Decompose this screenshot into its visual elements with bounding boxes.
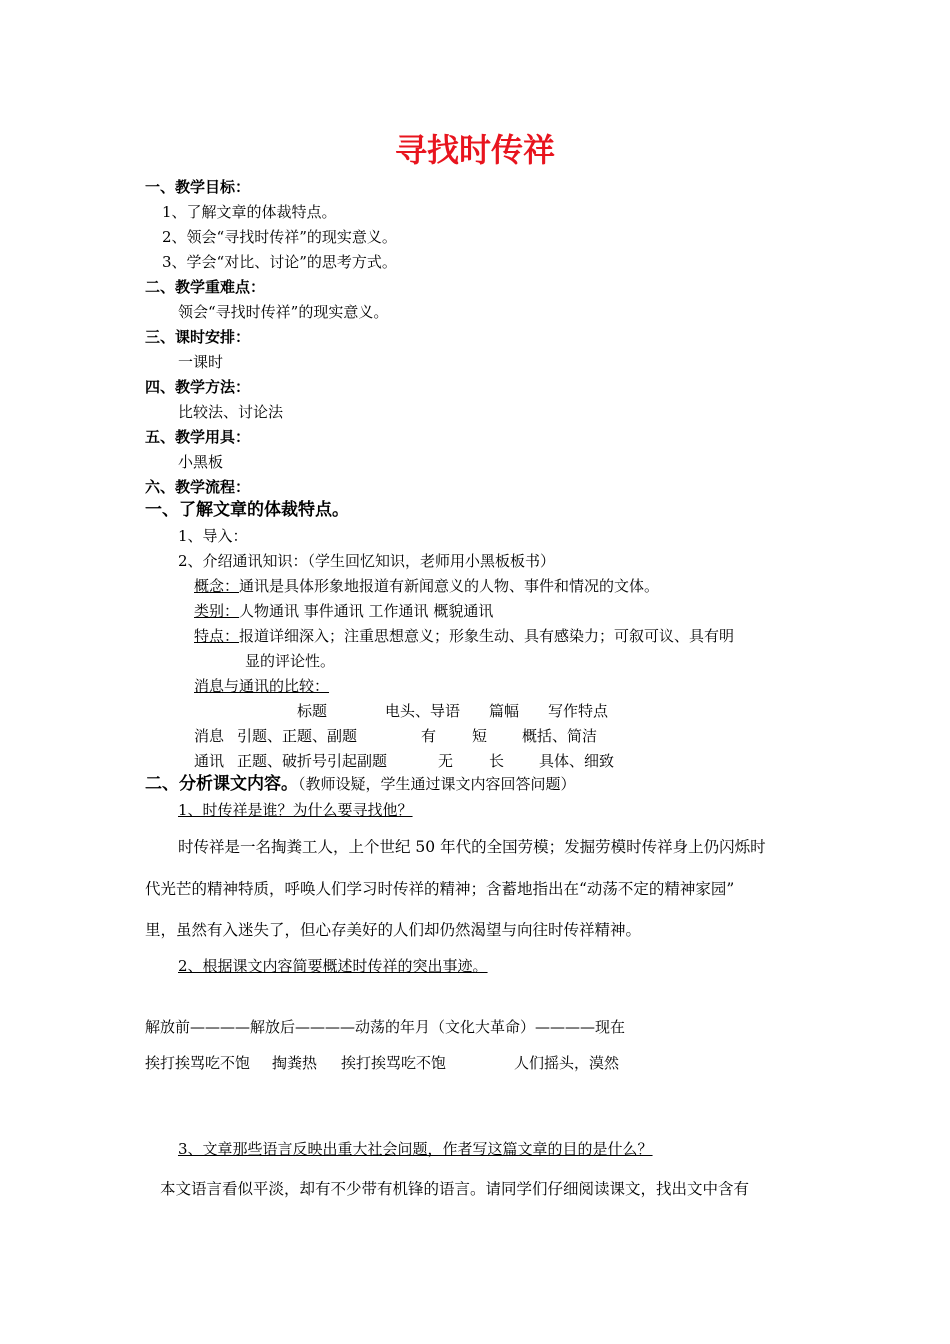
feature-label: 特点： [194,627,240,645]
section-heading-process: 六、教学流程： [145,478,251,496]
feature-line [194,626,734,646]
section-heading-tools: 五、教学用具： [145,428,251,446]
table-cell: 具体、细致 [539,752,615,770]
schedule-text: 一课时 [178,353,224,371]
table-cell: 无 [438,752,454,770]
objective-item: 2、领会“寻找时传祥”的现实意义。 [162,228,397,246]
table-cell: 长 [489,752,505,770]
knowledge-step: 2、介绍通讯知识：（学生回忆知识，老师用小黑板板书） [178,552,556,570]
table-row-name: 通讯 [194,752,225,770]
part-heading-analysis-line [145,774,576,794]
tools-text: 小黑板 [178,453,224,471]
key-points-text: 领会“寻找时传祥”的现实意义。 [178,303,389,321]
table-row-name: 消息 [194,727,225,745]
table-header: 篇幅 [489,702,520,720]
table-cell: 有 [421,727,437,745]
type-text: 人物通讯 事件通讯 工作通讯 概貌通讯 [239,602,494,620]
compare-label: 消息与通讯的比较： [194,677,330,695]
answer-1-line: 时传祥是一名掏粪工人，上个世纪 50 年代的全国劳模；发掘劳模时传祥身上仍闪烁时 [178,838,766,856]
timeline-item: 挨打挨骂吃不饱 [145,1054,251,1072]
objective-item: 3、学会“对比、讨论”的思考方式。 [162,253,397,271]
timeline: 解放前————解放后————动荡的年月（文化大革命）————现在 [145,1018,626,1036]
answer-3-line: 本文语言看似平淡，却有不少带有机锋的语言。请同学们仔细阅读课文，找出文中含有 [160,1180,750,1198]
question-3: 3、文章那些语言反映出重大社会问题，作者写这篇文章的目的是什么？ [178,1140,653,1158]
method-text: 比较法、讨论法 [178,403,284,421]
section-heading-objectives: 一、教学目标： [145,178,251,196]
question-2: 2、根据课文内容简要概述时传祥的突出事迹。 [178,957,488,975]
section-heading-schedule: 三、课时安排： [145,328,251,346]
timeline-item: 挨打挨骂吃不饱 [341,1054,447,1072]
part-heading-note: （教师设疑，学生通过课文内容回答问题） [298,775,576,793]
table-cell: 引题、正题、副题 [237,727,358,745]
section-heading-key-points: 二、教学重难点： [145,278,266,296]
concept-label: 概念： [194,577,240,595]
answer-1-line: 代光芒的精神特质，呼唤人们学习时传祥的精神；含蓄地指出在“动荡不定的精神家园” [145,880,735,898]
intro-step: 1、导入： [178,527,248,545]
objective-item: 1、了解文章的体裁特点。 [162,203,337,221]
part-heading-genre: 一、了解文章的体裁特点。 [145,500,349,520]
table-cell: 正题、破折号引起副题 [237,752,388,770]
answer-1-line: 里，虽然有入迷失了，但心存美好的人们却仍然渴望与向往时传祥精神。 [145,921,642,939]
question-1: 1、时传祥是谁？为什么要寻找他？ [178,801,413,819]
section-heading-method: 四、教学方法： [145,378,251,396]
type-line [194,601,493,621]
timeline-item: 掏粪热 [272,1054,318,1072]
table-cell: 短 [472,727,488,745]
concept-text: 通讯是具体形象地报道有新闻意义的人物、事件和情况的文体。 [239,577,660,595]
type-label: 类别： [194,602,240,620]
timeline-item: 人们摇头，漠然 [514,1054,620,1072]
table-header: 标题 [297,702,328,720]
part-heading-analysis: 二、分析课文内容。 [145,774,298,794]
table-header: 电头、导语 [385,702,461,720]
concept-line [194,576,659,596]
feature-text: 报道详细深入；注重思想意义；形象生动、具有感染力；可叙可议、具有明 [239,627,735,645]
table-header: 写作特点 [548,702,609,720]
table-cell: 概括、简洁 [522,727,598,745]
feature-text-continued: 显的评论性。 [245,652,336,670]
document-title: 寻找时传祥 [394,131,555,169]
